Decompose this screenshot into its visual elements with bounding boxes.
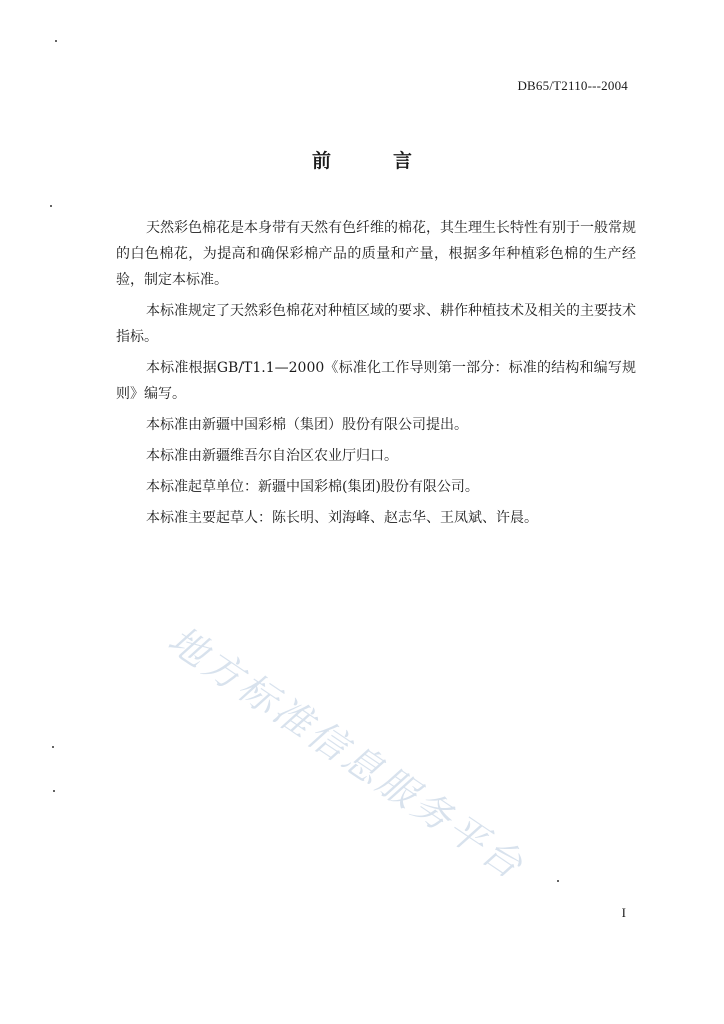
title-char-2: 言 (393, 150, 413, 172)
foreword-body (116, 215, 636, 536)
paragraph: 本标准起草单位：新疆中国彩棉(集团)股份有限公司。 (146, 479, 479, 495)
paragraph: 本标准由新疆中国彩棉（集团）股份有限公司提出。 (146, 417, 468, 433)
scan-speck (557, 880, 559, 882)
paragraph: 本标准由新疆维吾尔自治区农业厅归口。 (146, 448, 398, 464)
scan-speck (53, 790, 55, 792)
document-code: DB65/T2110---2004 (517, 78, 628, 93)
watermark: 地方标准信息服务平台 (160, 617, 534, 889)
scan-speck (52, 746, 54, 748)
page-number: I (621, 905, 626, 920)
scan-speck (50, 205, 52, 207)
scan-speck (55, 40, 57, 42)
paragraph: 本标准主要起草人：陈长明、刘海峰、赵志华、王凤斌、许晨。 (146, 510, 538, 526)
title-char-1: 前 (311, 150, 331, 172)
paragraph: 天然彩色棉花是本身带有天然有色纤维的棉花，其生理生长特性有别于一般常规的白色棉花，为提高和确保彩棉产品的质量和产量，根据多年种植彩色棉的生产经验，制定本标准。 (116, 220, 636, 288)
paragraph: 本标准根据GB/T1.1—2000《标准化工作导则第一部分：标准的结构和编写规则》编写。 (116, 360, 636, 402)
paragraph: 本标准规定了天然彩色棉花对种植区域的要求、耕作种植技术及相关的主要技术指标。 (116, 303, 636, 345)
section-title (0, 146, 724, 173)
